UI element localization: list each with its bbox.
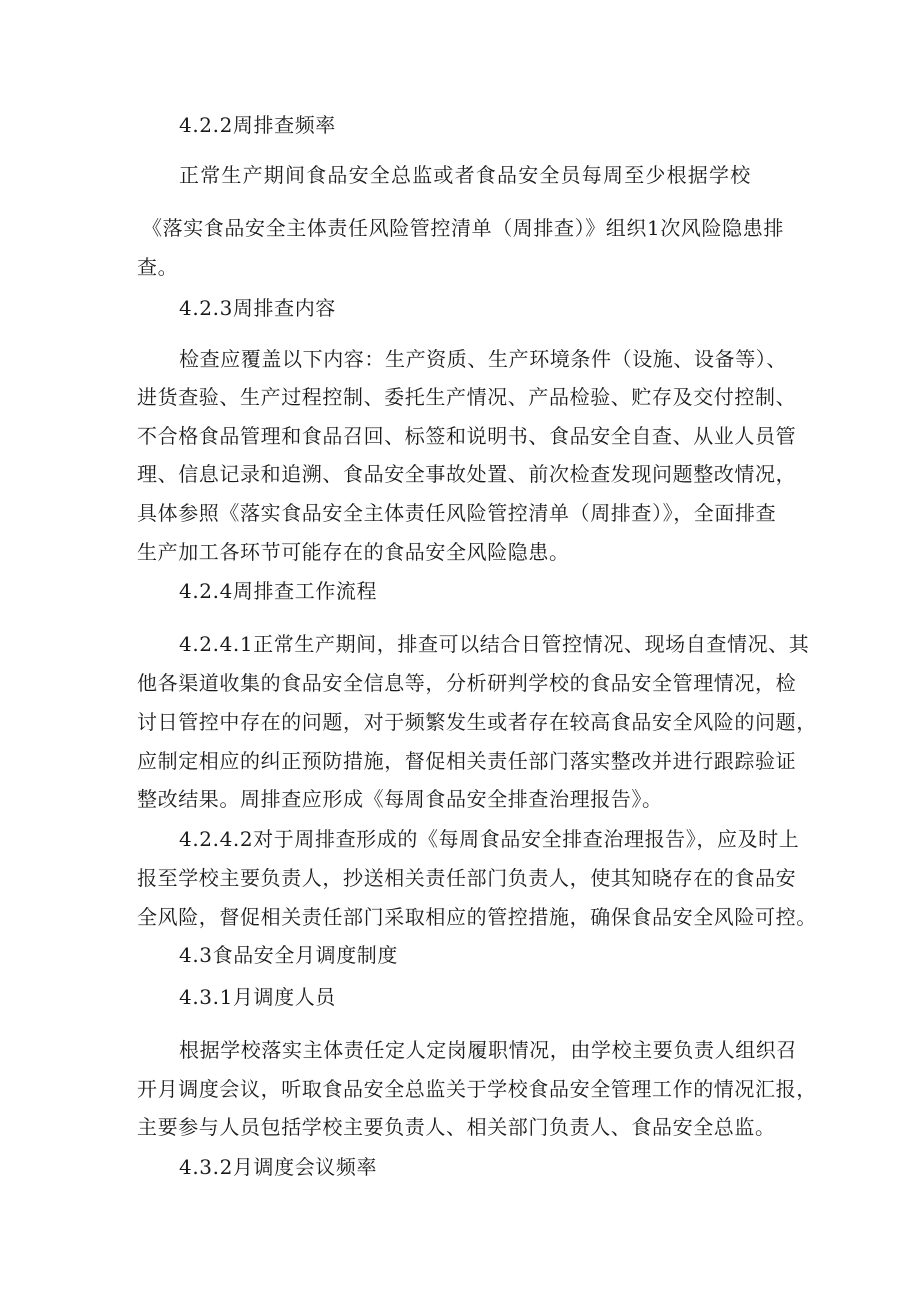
heading-4-3-2: 4.3.2月调度会议频率: [179, 1155, 378, 1179]
paragraph-line: 4.2.4.2对于周排查形成的《每周食品安全排查治理报告》，应及时上: [179, 827, 800, 851]
heading-4-2-3: 4.2.3周排查内容: [179, 296, 336, 320]
paragraph-line: 具体参照《落实食品安全主体责任风险管控清单（周排查）》，全面排查: [137, 501, 777, 525]
heading-4-3: 4.3食品安全月调度制度: [179, 943, 399, 967]
paragraph-line: 整改结果。周排查应形成《每周食品安全排查治理报告》。: [137, 787, 663, 811]
paragraph-line: 开月调度会议，听取食品安全总监关于学校食品安全管理工作的情况汇报，: [137, 1077, 817, 1101]
paragraph-line: 主要参与人员包括学校主要负责人、相关部门负责人、食品安全总监。: [137, 1115, 776, 1139]
heading-4-2-2: 4.2.2周排查频率: [179, 113, 336, 137]
paragraph-line: 4.2.4.1正常生产期间，排查可以结合日管控情况、现场自查情况、其: [179, 632, 810, 656]
paragraph-line: 全风险，督促相关责任部门采取相应的管控措施，确保食品安全风险可控。: [137, 905, 817, 929]
paragraph-line: 根据学校落实主体责任定人定岗履职情况，由学校主要负责人组织召: [179, 1038, 797, 1062]
paragraph-line: 不合格食品管理和食品召回、标签和说明书、食品安全自查、从业人员管: [137, 424, 797, 448]
paragraph-line: 查。: [137, 255, 179, 279]
paragraph-line: 生产加工各环节可能存在的食品安全风险隐患。: [137, 540, 570, 564]
heading-4-3-1: 4.3.1月调度人员: [179, 985, 336, 1009]
paragraph-line: 应制定相应的纠正预防措施，督促相关责任部门落实整改并进行跟踪验证: [137, 749, 797, 773]
paragraph-line: 正常生产期间食品安全总监或者食品安全员每周至少根据学校: [179, 163, 752, 187]
paragraph-line: 报至学校主要负责人，抄送相关责任部门负责人，使其知晓存在的食品安: [137, 866, 797, 890]
paragraph-line: 理、信息记录和追溯、食品安全事故处置、前次检查发现问题整改情况，: [137, 462, 797, 486]
paragraph-line: 进货查验、生产过程控制、委托生产情况、产品检验、贮存及交付控制、: [137, 385, 797, 409]
paragraph-line: 检查应覆盖以下内容：生产资质、生产环境条件（设施、设备等）、: [179, 347, 787, 371]
paragraph-line: 他各渠道收集的食品安全信息等，分析研判学校的食品安全管理情况，检: [137, 671, 797, 695]
heading-4-2-4: 4.2.4周排查工作流程: [179, 579, 378, 603]
paragraph-line: 《落实食品安全主体责任风险管控清单（周排查）》组织1次风险隐患排: [142, 216, 784, 240]
paragraph-line: 讨日管控中存在的问题，对于频繁发生或者存在较高食品安全风险的问题，: [137, 710, 817, 734]
